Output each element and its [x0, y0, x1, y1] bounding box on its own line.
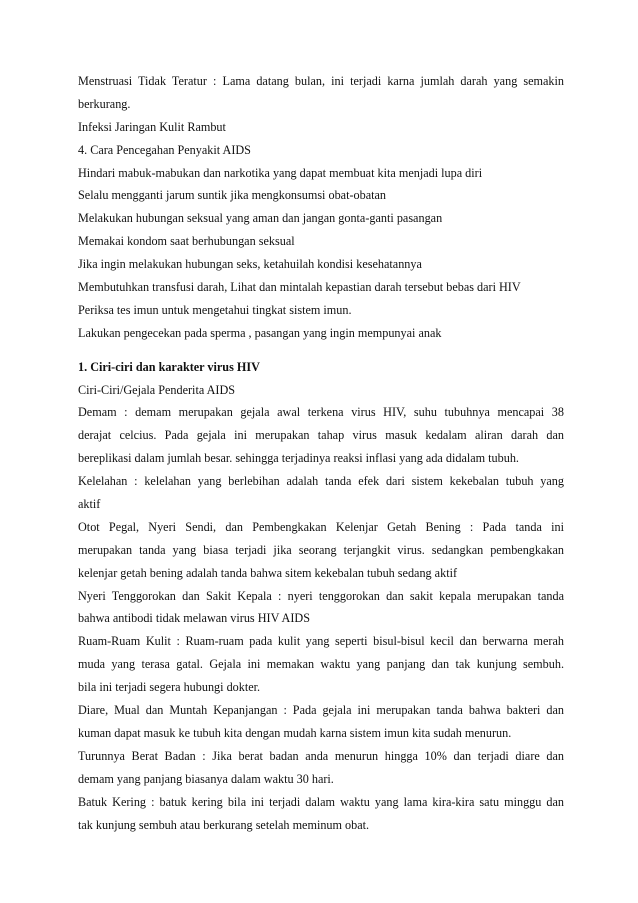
section-heading: 4. Cara Pencegahan Penyakit AIDS [78, 142, 251, 157]
text-line: berkurang. [78, 96, 131, 111]
text-line: Lakukan pengecekan pada sperma , pasangan yang ingin mempunyai anak [78, 325, 442, 340]
text-line: aktif [78, 497, 101, 512]
document-page [78, 70, 564, 836]
text-line: Batuk Kering : batuk kering bila ini terjadi dalam waktu yang lama kira-kira satu minggu dan [78, 794, 564, 809]
text-line: Otot Pegal, Nyeri Sendi, dan Pembengkakan Kelenjar Getah Bening : Pada tanda ini [78, 519, 564, 534]
text-line: Diare, Mual dan Muntah Kepanjangan : Pada gejala ini merupakan tanda bahwa bakteri dan [78, 703, 564, 718]
text-line: Demam : demam merupakan gejala awal terkena virus HIV, suhu tubuhnya mencapai 38 [78, 405, 564, 420]
text-line: muda yang terasa gatal. Gejala ini memakan waktu yang panjang dan tak kunjung sembuh. [78, 657, 564, 672]
text-line: Melakukan hubungan seksual yang aman dan jangan gonta-ganti pasangan [78, 211, 443, 226]
text-line: Ciri-Ciri/Gejala Penderita AIDS [78, 382, 236, 397]
text-line: Selalu mengganti jarum suntik jika mengkonsumsi obat-obatan [78, 188, 387, 203]
text-line: Jika ingin melakukan hubungan seks, ketahuilah kondisi kesehatannya [78, 257, 422, 272]
text-line: kelenjar getah bening adalah tanda bahwa sitem kekebalan tubuh sedang aktif [78, 565, 458, 580]
text-line: bereplikasi dalam jumlah besar. sehingga terjadinya reaksi inflasi yang ada didalam tubuh. [78, 451, 519, 466]
paragraph-gap [78, 345, 564, 356]
text-line: Ruam-Ruam Kulit : Ruam-ruam pada kulit yang seperti bisul-bisul kecil dan berwarna merah [78, 634, 564, 649]
text-line: Nyeri Tenggorokan dan Sakit Kepala : nyeri tenggorokan dan sakit kepala merupakan tanda [78, 588, 564, 603]
text-line: Membutuhkan transfusi darah, Lihat dan mintalah kepastian darah tersebut bebas dari HIV [78, 280, 521, 295]
text-line: bahwa antibodi tidak melawan virus HIV AIDS [78, 611, 310, 626]
text-line: tak kunjung sembuh atau berkurang setelah meminum obat. [78, 817, 370, 832]
text-line: derajat celcius. Pada gejala ini merupakan tahap virus masuk kedalam aliran darah dan [78, 428, 564, 443]
text-line: Infeksi Jaringan Kulit Rambut [78, 119, 226, 134]
text-line: bila ini terjadi segera hubungi dokter. [78, 680, 261, 695]
text-line: demam yang panjang biasanya dalam waktu 30 hari. [78, 771, 334, 786]
text-line: merupakan tanda yang biasa terjadi jika seorang terjangkit virus. sedangkan pembengkakan [78, 542, 564, 557]
text-line: Hindari mabuk-mabukan dan narkotika yang dapat membuat kita menjadi lupa diri [78, 165, 483, 180]
text-line: Memakai kondom saat berhubungan seksual [78, 234, 295, 249]
text-line: Menstruasi Tidak Teratur : Lama datang bulan, ini terjadi karna jumlah darah yang semakin [78, 74, 564, 88]
section-heading: 1. Ciri-ciri dan karakter virus HIV [78, 359, 260, 374]
text-line: Kelelahan : kelelahan yang berlebihan adalah tanda efek dari sistem kekebalan tubuh yang [78, 474, 564, 489]
text-line: kuman dapat masuk ke tubuh kita dengan mudah karna sistem imun kita sudah menurun. [78, 725, 512, 740]
text-line: Periksa tes imun untuk mengetahui tingkat sistem imun. [78, 302, 352, 317]
text-line: Turunnya Berat Badan : Jika berat badan anda menurun hingga 10% dan terjadi diare dan [78, 748, 564, 763]
